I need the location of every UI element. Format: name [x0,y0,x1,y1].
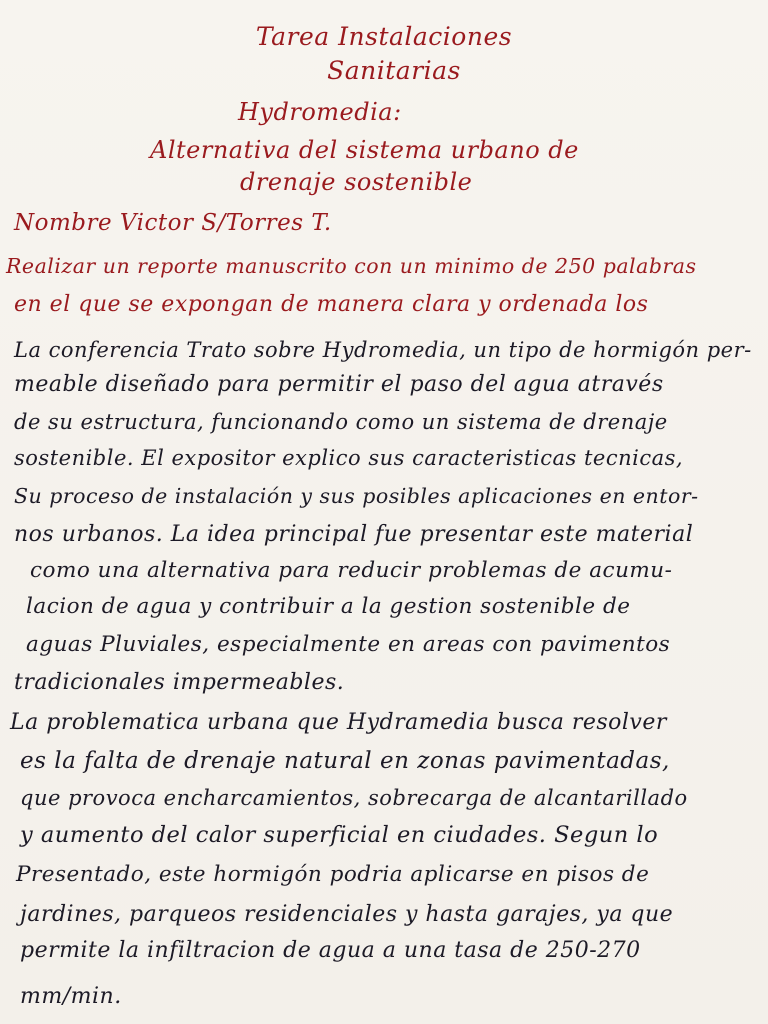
paragraph1-line-4: sostenible. El expositor explico sus caracteristicas tecnicas, [14,446,684,470]
paragraph1-line-5: Su proceso de instalación y sus posibles aplicaciones en entor- [14,484,699,508]
paragraph2-line-7: permite la infiltracion de agua a una tasa de 250-270 [20,938,641,963]
subtitle-line-2: Alternativa del sistema urbano de [150,136,579,164]
paragraph1-line-6: nos urbanos. La idea principal fue presentar este material [14,522,694,547]
subtitle-line-3: drenaje sostenible [240,168,473,196]
paragraph1-line-1: La conferencia Trato sobre Hydromedia, un tipo de hormigón per- [14,338,752,362]
paragraph1-line-10: tradicionales impermeables. [14,670,345,695]
title-line-2: Sanitarias [327,56,461,85]
instruction-line-2: en el que se expongan de manera clara y ordenada los [14,292,649,317]
title-line-1: Tarea Instalaciones [255,22,513,51]
paragraph1-line-7: como una alternativa para reducir problemas de acumu- [30,558,673,583]
paragraph1-line-9: aguas Pluviales, especialmente en areas con pavimentos [26,632,671,657]
instruction-line-1: Realizar un reporte manuscrito con un minimo de 250 palabras [6,254,697,278]
paragraph1-line-3: de su estructura, funcionando como un sistema de drenaje [14,410,668,434]
paragraph2-line-3: que provoca encharcamientos, sobrecarga de alcantarillado [20,786,688,810]
subtitle-line-1: Hydromedia: [238,98,402,126]
paragraph2-line-8: mm/min. [20,984,122,1009]
paragraph2-line-4: y aumento del calor superficial en ciudades. Segun lo [20,822,659,848]
paragraph1-line-8: lacion de agua y contribuir a la gestion sostenible de [26,594,631,619]
paragraph2-line-2: es la falta de drenaje natural en zonas pavimentadas, [20,748,670,774]
paragraph2-line-5: Presentado, este hormigón podria aplicarse en pisos de [16,862,650,887]
paragraph2-line-6: jardines, parqueos residenciales y hasta garajes, ya que [20,902,674,927]
paragraph2-line-1: La problematica urbana que Hydramedia busca resolver [10,710,667,735]
student-name: Nombre Victor S/Torres T. [14,210,332,236]
paragraph1-line-2: meable diseñado para permitir el paso del agua através [14,372,664,397]
